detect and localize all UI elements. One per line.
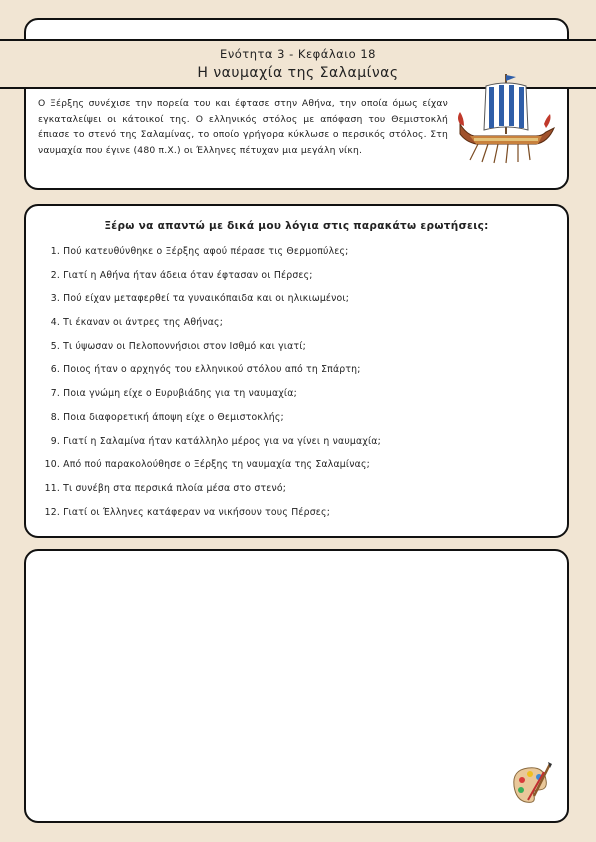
question-item: 4. Τι έκαναν οι άντρες της Αθήνας; [50,317,224,329]
question-item: 3. Πού είχαν μεταφερθεί τα γυναικόπαιδα και οι ηλικιωμένοι; [50,293,350,305]
question-item: 5. Τι ύψωσαν οι Πελοποννήσιοι στον Ισθμό και γιατί; [50,340,306,352]
question-item: 12. Γιατί οι Έλληνες κατάφεραν να νικήσουν τους Πέρσες; [44,506,331,518]
paint-palette-icon [510,760,554,808]
question-item: 6. Ποιος ήταν ο αρχηγός του ελληνικού στόλου από τη Σπάρτη; [50,364,361,376]
unit-subtitle: Ενότητα 3 - Κεφάλαιο 18 [220,47,376,61]
answer-area[interactable] [24,549,569,823]
greek-trireme-icon [456,72,556,168]
question-item: 7. Ποια γνώμη είχε ο Ευρυβιάδης για τη ναυμαχία; [50,388,297,400]
questions-list [38,246,558,530]
page-title: Η ναυμαχία της Σαλαμίνας [197,65,399,81]
question-item: 2. Γιατί η Αθήνα ήταν άδεια όταν έφτασαν οι Πέρσες; [50,269,313,281]
questions-heading: Ξέρω να απαντώ με δικά μου λόγια στις παρακάτω ερωτήσεις: [104,220,489,232]
question-item: 10. Από πού παρακολούθησε ο Ξέρξης τη ναυμαχία της Σαλαμίνας; [44,459,370,471]
intro-paragraph: Ο Ξέρξης συνέχισε την πορεία του και έφτασε στην Αθήνα, την οποία όμως είχαν εγκαταλείψει οι κάτοικοί της. Ο ελληνικός στόλος με απόφαση του Θεμιστοκλή έπιασε το στενό της Σαλαμίνας, το οποίο γρήγορα κύκλωσε ο περσικός στόλος. Στη ναυμαχία που έγινε (480 π.Χ.) οι Έλληνες πέτυχαν μια μεγάλη νίκη. [38,98,448,156]
question-item: 9. Γιατί η Σαλαμίνα ήταν κατάλληλο μέρος για να γίνει η ναυμαχία; [50,435,381,447]
question-item: 11. Τι συνέβη στα περσικά πλοία μέσα στο στενό; [44,482,287,494]
question-item: 8. Ποια διαφορετική άποψη είχε ο Θεμιστοκλής; [50,411,284,423]
question-item: 1. Πού κατευθύνθηκε ο Ξέρξης αφού πέρασε τις Θερμοπύλες; [50,246,349,257]
